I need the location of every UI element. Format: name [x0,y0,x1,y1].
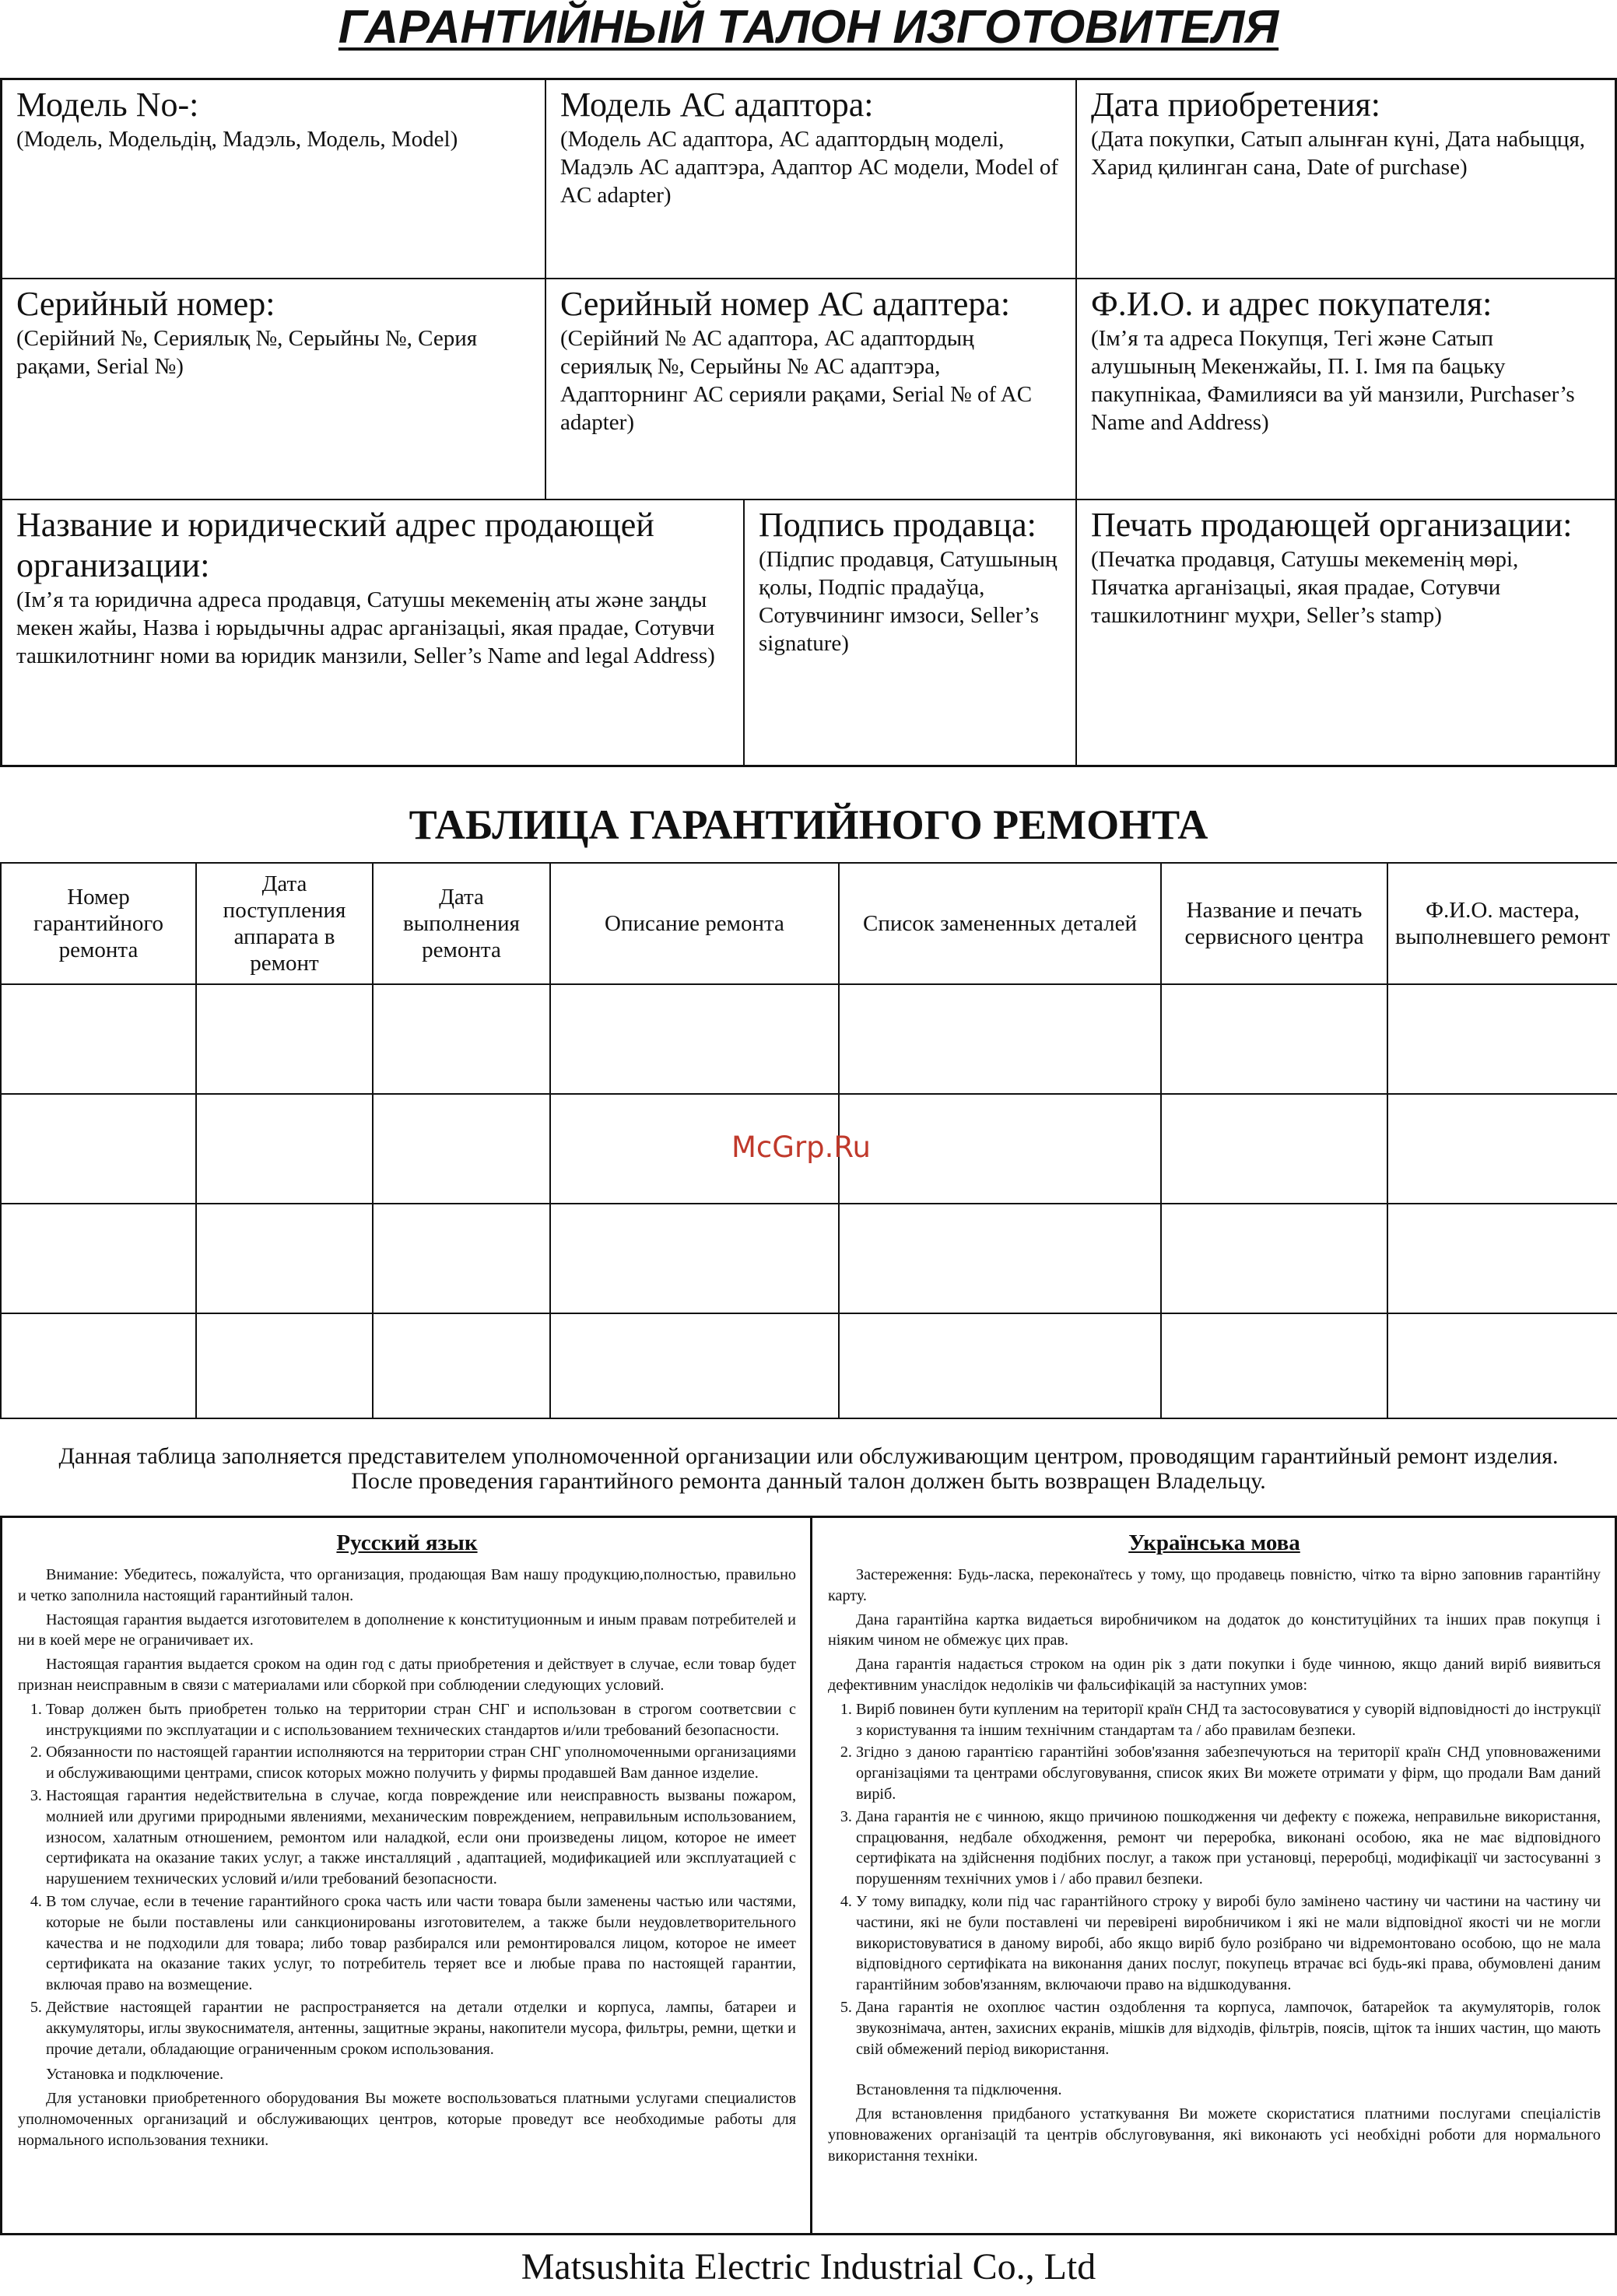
ukrainian-terms [810,1518,1615,2233]
ukrainian-install-text: Для встановлення придбаного устаткування Ви можете скористатися платними послугами спеціалістів уповноважених організацій та центрів обслуговування, які виконають усі необхідні роботи для нормального використання техніки. [828,2105,1601,2165]
table-cell[interactable] [839,1313,1161,1418]
list-item: 5. Действие настоящей гарантии не распространяется на детали отделки и корпуса, лампы, батареи и аккумуляторы, иглы звукоснимателя, антенны, защитные экраны, накопители мусора, фильтры, ремни, щетки и прочие детали, обладающие ограниченным сроком использования. [46,1997,796,2059]
table-row [1,1313,1617,1418]
list-item: 4. У тому випадку, коли під час гарантійного строку у виробі було замінено частину чи частини на частину чи частини, які не були поставлені чи перевірені виробничиком і які не мали відповідної якості чи не могли використовуватися в даному виробі, або якщо виріб було розібрано чи відремонтовано особою, що не мала відповідного сертифіката на виконання даних послуг, покупець втрачає всі будь-які права, обумовлені даним гарантійним зобов'язанням, включаючи право на відшкодування. [856,1891,1601,1996]
table-cell[interactable] [839,1094,1161,1204]
russian-heading: Русский язык [336,1530,478,1555]
seller-stamp-label: Печать продающей организации: [1091,506,1573,544]
table-cell[interactable] [550,1313,839,1418]
table-cell[interactable] [1,1313,196,1418]
watermark: McGrp.Ru [731,1130,871,1164]
list-item: 3. Дана гарантія не є чинною, якщо причиною пошкодження чи дефекту є пожежа, неправильне використання, спрацювання, недбале обходження, ремонт чи переробка, виконані особою, яка не має відповідного сертифіката на здійснення подібних послуг, а також при установці, переробці, модифікації чи застосуванні з порушенням технічних умов і / або правил безпеки. [856,1807,1601,1890]
russian-paragraph: Настоящая гарантия выдается изготовителем в дополнение к конституционным и иным правам потребителей и ни в коей мере не ограничивает их. [18,1611,796,1649]
purchase-date-label: Дата приобретения: [1091,86,1381,124]
seller-stamp-field[interactable] [1077,500,1615,765]
terms-section [0,1516,1617,2235]
table-cell[interactable] [1161,1094,1387,1204]
russian-install-title: Установка и подключение. [46,2066,224,2084]
table-cell[interactable] [1161,984,1387,1094]
header-received-date: Дата поступления аппарата в ремонт [196,863,373,984]
ac-serial-label: Серийный номер АС адаптера: [560,285,1011,323]
seller-org-sub: (Ім’я та юридична адреса продавця, Сатушы мекеменің аты және заңды мекен жайы, Назва і юрыдычны адрас арганізацыі, якая прадае, Сотувчи ташкилотнинг номи ва юридик манзили, Seller’s Name and legal Address) [16,587,715,668]
table-cell[interactable] [196,1204,373,1313]
list-item: 1. Виріб повинен бути купленим на території країн СНД та застосовуватися у суворій відповідності до інструкції з користування та іншим технічним стандартам та / або правилам безпеки. [856,1699,1601,1741]
table-cell[interactable] [1387,1313,1617,1418]
ukrainian-heading: Українська мова [1128,1530,1300,1555]
russian-install-text: Для установки приобретенного оборудования Вы можете воспользоваться платными услугами специалистов уполномоченных организаций и обслуживающих центров, которые проведут все необходимые работы для нормального использования техники. [18,2090,796,2149]
table-cell[interactable] [373,1313,550,1418]
table-cell[interactable] [373,1204,550,1313]
table-cell[interactable] [196,1094,373,1204]
serial-field[interactable] [2,279,546,500]
ac-model-label: Модель АС адаптора: [560,86,874,124]
serial-sub: (Серійний №, Сериялық №, Серыйны №, Серия рақами, Serial №) [16,326,478,379]
header-completed-date: Дата выполнения ремонта [373,863,550,984]
ac-serial-field[interactable] [546,279,1077,500]
table-cell[interactable] [373,1094,550,1204]
model-label: Модель No-: [16,86,199,124]
header-replaced-parts: Список замененных деталей [839,863,1161,984]
table-note [0,1444,1617,1494]
header-service-center: Название и печать сервисного центра [1161,863,1387,984]
buyer-label: Ф.И.О. и адрес покупателя: [1091,285,1492,323]
header-technician: Ф.И.О. мастера, выполневшего ремонт [1387,863,1617,984]
ukrainian-paragraph: Дана гарантійна картка видаеться виробничиком на додаток до конституційних та інших прав покупця і ніяким чином не обмежує цих прав. [828,1611,1601,1649]
table-cell[interactable] [1,1204,196,1313]
ukrainian-paragraph: Дана гарантія надається строком на один рік з дати покупки і буде чинною, якщо даний виріб виявиться дефективним унаслідок недоліків чи фальсифікацій за наступних умов: [828,1656,1601,1694]
purchase-date-sub: (Дата покупки, Сатып алынған күні, Дата набыцця, Харид қилинган сана, Date of purchase) [1091,127,1586,180]
table-note-line-1: Данная таблица заполняется представителем уполномоченной организации или обслуживающим центром, проводящим гарантийный ремонт изделия. [58,1443,1559,1469]
table-cell[interactable] [839,1204,1161,1313]
table-cell[interactable] [1,1094,196,1204]
ac-model-sub: (Модель АС адаптора, АС адаптордың моделі, Мадэль АС адаптэра, Адаптор АС модели, Model of AC adapter) [560,127,1059,208]
table-row [1,1204,1617,1313]
page-title: ГАРАНТИЙНЫЙ ТАЛОН ИЗГОТОВИТЕЛЯ [338,1,1279,53]
seller-sign-sub: (Підпис продавця, Сатушының қолы, Подпіс прадаўца, Сотувчининг имзоси, Seller’s signature) [759,547,1058,656]
list-item: 1. Товар должен быть приобретен только на территории стран СНГ и использован в строгом соответсвии с инструкциями по эксплуатации и с использованием технических стандартов и/или требований безопасности. [46,1699,796,1741]
russian-conditions-list [18,1699,796,2060]
table-cell[interactable] [550,984,839,1094]
serial-label: Серийный номер: [16,285,275,323]
table-cell[interactable] [1161,1313,1387,1418]
table-cell[interactable] [1387,984,1617,1094]
russian-paragraph: Настоящая гарантия выдается сроком на один год с даты приобретения и действует в случае, если товар будет признан неисправным в связи с материалами или сборкой при соблюдении следующих условий. [18,1656,796,1694]
list-item: 4. В том случае, если в течение гарантийного срока часть или части товара были заменены частью или частями, которые не были поставлены или санкционированы изготовителем, а также были неудовлетворительного качества и не подходили для товара; либо товар разбирался или ремонтировался лицом, которое не имеет сертификата на оказание таких услуг, то потребитель теряет все и любые права по настоящей гарантии, включая право на возмещение. [46,1891,796,1996]
table-cell[interactable] [1161,1204,1387,1313]
model-field[interactable] [2,80,546,279]
seller-sign-label: Подпись продавца: [759,506,1036,544]
manufacturer-footer: Matsushita Electric Industrial Co., Ltd [521,2246,1096,2287]
table-cell[interactable] [1387,1094,1617,1204]
russian-paragraph: Внимание: Убедитесь, пожалуйста, что организация, продающая Вам нашу продукцию,полностью, правильно и четко заполнила настоящий гарантийный талон. [18,1566,796,1604]
repair-table-header [1,863,1617,984]
ukrainian-paragraph: Застереження: Будь-ласка, переконаїтесь у тому, що продавець повністю, чітко та вірно заповнив гарантійну карту. [828,1566,1601,1604]
ac-serial-sub: (Серійний № АС адаптора, АС адаптордың сериялық №, Серыйны № АС адаптэра, Адапторнинг АС серияли рақами, Serial № of AC adapter) [560,326,1033,435]
header-repair-number: Номер гарантийного ремонта [1,863,196,984]
repair-table-title: ТАБЛИЦА ГАРАНТИЙНОГО РЕМОНТА [409,801,1208,848]
warranty-form [0,78,1617,767]
list-item: 5. Дана гарантія не охоплює частин оздоблення та корпуса, лампочок, батарейок та акумуляторів, голок звукознімача, антен, захисних екранів, мішків для відходів, фільтрів, поясів, щіток та інших частин, що мають свій обмежений період використання. [856,1997,1601,2059]
table-note-line-2: После проведения гарантийного ремонта данный талон должен быть возвращен Владельцу. [351,1468,1266,1494]
russian-terms [2,1518,810,2233]
model-sub: (Модель, Модельдің, Мадэль, Модель, Model) [16,127,458,152]
table-cell[interactable] [196,984,373,1094]
ac-model-field[interactable] [546,80,1077,279]
table-cell[interactable] [550,1204,839,1313]
list-item: 2. Згідно з даною гарантією гарантійні зобов'язання забезпечуються на території країн СНД уповноваженими організаціями та центрами обслуговування, список яких Ви можете отримати у фірм, що продали Вам даний виріб. [856,1742,1601,1804]
seller-org-label: Название и юридический адрес продающей организации: [16,506,654,584]
table-row [1,984,1617,1094]
purchase-date-field[interactable] [1077,80,1615,279]
table-cell[interactable] [1387,1204,1617,1313]
table-cell[interactable] [839,984,1161,1094]
list-item: 3. Настоящая гарантия недействительна в случае, когда повреждение или неисправность вызваны пожаром, молнией или другими природными явлениями, механическим повреждением, неправильным использованием, износом, халатным отношением, ремонтом или наладкой, если они произведены лицом, которое не имеет сертификата на оказание таких услуг, а также инсталляций , адаптацией, модификацией или эксплуатацией с нарушением технических условий и/или требований безопасности. [46,1786,796,1890]
header-description: Описание ремонта [550,863,839,984]
buyer-field[interactable] [1077,279,1615,500]
buyer-sub: (Ім’я та адреса Покупця, Тегі және Сатып алушының Мекенжайы, П. І. Імя па бацьку пакупнікаа, Фамилияси ва уй манзили, Purchaser’s Name and Address) [1091,326,1575,435]
seller-org-field[interactable] [2,500,745,765]
list-item: 2. Обязанности по настоящей гарантии исполняются на территории стран СНГ уполномоченными организациями и обслуживающими центрами, список которых можно получить у фирмы продавшей Вам данное изделие. [46,1742,796,1784]
table-cell[interactable] [196,1313,373,1418]
table-cell[interactable] [373,984,550,1094]
ukrainian-install-title: Встановлення та підключення. [856,2081,1062,2099]
ukrainian-conditions-list [828,1699,1601,2060]
seller-sign-field[interactable] [745,500,1077,765]
seller-stamp-sub: (Печатка продавця, Сатушы мекеменің мөрі, Пячатка арганізацыі, якая прадае, Сотувчи ташкилотнинг муҳри, Seller’s stamp) [1091,547,1519,628]
table-cell[interactable] [1,984,196,1094]
